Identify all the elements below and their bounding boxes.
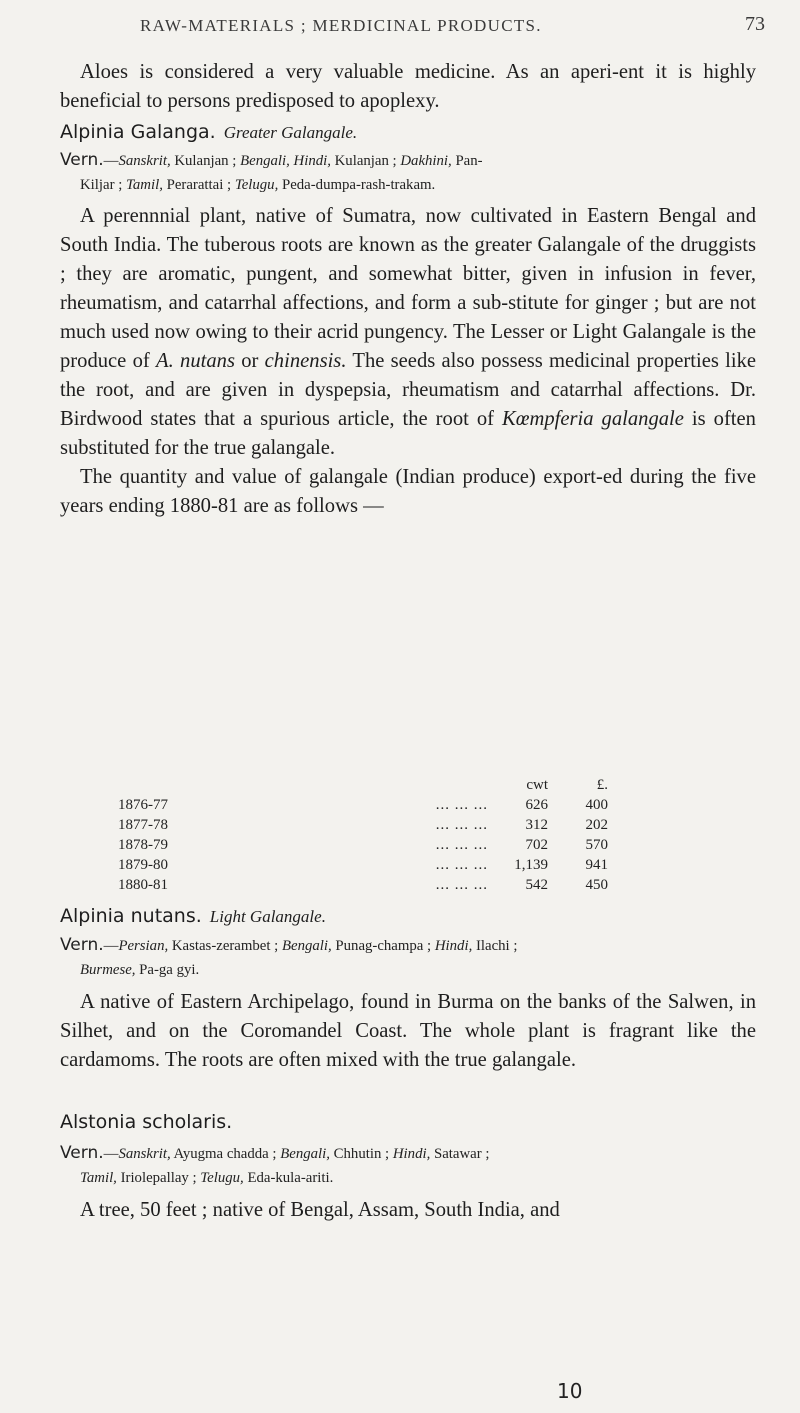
text-run: Kœmpferia galangale (502, 408, 684, 430)
text-run: Hindi, (392, 1146, 431, 1162)
text-run: A. nutans (156, 350, 235, 372)
alstonia-description (60, 1196, 756, 1225)
species-heading-alstonia (60, 1111, 232, 1133)
text-run: Punag-champa ; (331, 938, 435, 954)
nutans-paragraph: A native of Eastern Archipelago, found in Burma on the banks of the Salwen, in Silhet, and on the Coromandel Coast. The whole plant is fragrant like the cardamoms. The roots are often mixed with the true galangale. (60, 991, 756, 1071)
vern-line-1 (104, 153, 483, 169)
text-run: Chhutin ; (329, 1146, 393, 1162)
intro-text: Aloes is considered a very valuable medicine. As an aperi-ent it is highly beneficial to persons predisposed to apoplexy. (60, 61, 756, 112)
text-run: The seeds also possess medicinal properties like the root, and are given in dyspepsia, rheumatism and catarrhal affections. Dr. Birdwood states that a spurious article, the root of (60, 350, 757, 430)
text-run: Ilachi ; (472, 938, 518, 954)
species-english-name: Greater Galangale. (223, 123, 358, 142)
text-run: Iriolepallay ; (116, 1170, 201, 1186)
text-run: Kulanjan ; (330, 153, 401, 169)
table-row: 1877-78 ... ... ... 312 202 (118, 817, 608, 833)
vern-line-2 (60, 958, 760, 982)
export-table (118, 775, 608, 895)
text-run: Perarattai ; (162, 177, 235, 193)
table-row: 1878-79 ... ... ... 702 570 (118, 837, 608, 853)
text-run: or (234, 350, 265, 372)
signature-mark: 10 (557, 1379, 583, 1403)
text-run: — (103, 938, 119, 954)
species-heading-galanga (60, 121, 357, 143)
text-run: Peda-dumpa-rash-trakam. (278, 177, 436, 193)
header-cwt: cwt (526, 777, 548, 793)
text-run: Pa-ga gyi. (135, 962, 200, 978)
table-row: 1879-80 ... ... ... 1,139 941 (118, 857, 608, 873)
export-table-header (118, 775, 608, 795)
alstonia-paragraph: A tree, 50 feet ; native of Bengal, Assam, South India, and (80, 1199, 560, 1221)
text-run: Persian, (118, 938, 169, 954)
vern-line-2 (60, 173, 760, 197)
species-english-name: Light Galangale. (209, 907, 326, 926)
text-run: Pan- (451, 153, 483, 169)
galanga-paragraph-2: The quantity and value of galangale (Indian produce) export-ed during the five years ending 1880-81 are as follows — (60, 466, 756, 517)
species-latin-name: Alpinia nutans. (60, 905, 202, 927)
text-run: Kastas-zerambet ; (168, 938, 282, 954)
table-row: 1876-77 ... ... ... 626 400 (118, 797, 608, 813)
vernacular-names-galanga (60, 148, 760, 197)
text-run: Bengali, (281, 938, 332, 954)
text-run: Sanskrit, (118, 1146, 171, 1162)
nutans-description (60, 988, 756, 1075)
vern-label: Vern. (60, 150, 104, 170)
text-run: Ayugma chadda ; (170, 1146, 281, 1162)
text-run: Hindi, (434, 938, 473, 954)
text-run: Kulanjan ; (170, 153, 241, 169)
text-run: Dakhini, (400, 153, 452, 169)
text-run: — (103, 153, 119, 169)
text-run: A perennnial plant, native of Sumatra, now cultivated in Eastern Bengal and South India. The tuberous roots are known as the greater Galangale of the druggists ; they are aromatic, pungent, and somewhat bitter, given in infusion in fever, rheumatism, and catarrhal affections, and form a sub-stitute for ginger ; but are not much used now owing to their acrid pungency. The Lesser or Light Galangale is the produce of (60, 205, 756, 372)
vernacular-names-alstonia (60, 1141, 760, 1190)
vern-label: Vern. (60, 935, 104, 955)
vern-line-2 (60, 1166, 760, 1190)
vern-line-1 (104, 938, 518, 954)
text-run: Bengali, (280, 1146, 330, 1162)
intro-paragraph (60, 58, 756, 116)
vern-line-1 (104, 1146, 490, 1162)
text-run: Sanskrit, (118, 153, 171, 169)
text-run: Eda-kula-ariti. (243, 1170, 334, 1186)
header-value: £. (596, 777, 608, 793)
text-run: Bengali, Hindi, (240, 153, 331, 169)
galanga-paragraph-1 (60, 202, 756, 463)
species-latin-name: Alpinia Galanga. (60, 121, 216, 143)
species-heading-nutans (60, 905, 326, 927)
text-run: Burmese, (80, 962, 136, 978)
running-head: RAW-MATERIALS ; MERDICINAL PRODUCTS. (140, 16, 542, 35)
galanga-description (60, 202, 756, 521)
text-run: Tamil, (80, 1170, 117, 1186)
vern-label: Vern. (60, 1143, 104, 1163)
vernacular-names-nutans (60, 933, 760, 982)
text-run: Telugu, (200, 1170, 244, 1186)
page-number: 73 (745, 13, 765, 35)
text-run: chinensis. (264, 350, 347, 372)
table-row: 1880-81 ... ... ... 542 450 (118, 877, 608, 893)
text-run: Tamil, (126, 177, 163, 193)
text-run: is often substituted for the true galangale. (60, 408, 756, 459)
text-run: Satawar ; (430, 1146, 490, 1162)
text-run: Kiljar ; (80, 177, 127, 193)
text-run: — (103, 1146, 119, 1162)
species-latin-name: Alstonia scholaris. (60, 1111, 233, 1133)
text-run: Telugu, (234, 177, 279, 193)
